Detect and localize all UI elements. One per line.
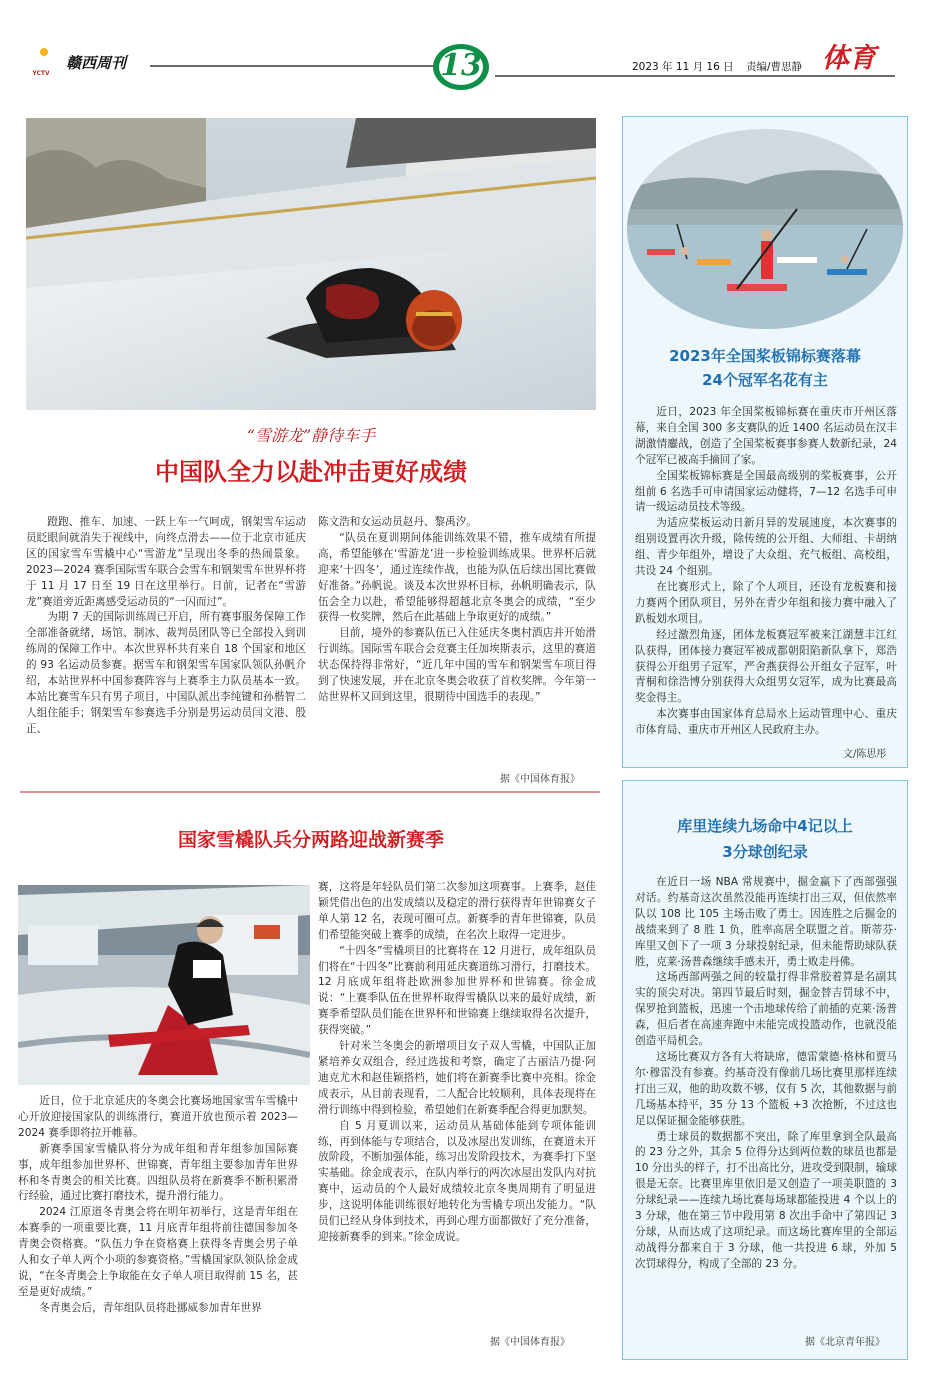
article1-right-column (318, 515, 596, 777)
sidebar1-byline: 文/陈思彤 (843, 749, 887, 760)
article2-left-column (18, 1094, 298, 1358)
sidebar1-paragraph: 经过激烈角逐，团体龙板赛冠军被来江湖慧丰江红队获得，团体接力赛冠军被成都朝阳陷新队拿下，郑浩获得公开组男子冠军，严舍燕获得公开组女子冠军，叶青桐和徐浩博分别获得大众组男女冠军，成为比赛最高奖金得主。 (635, 628, 897, 705)
sidebar2-source: 据《北京青年报》 (805, 1337, 885, 1348)
sidebar-curry (622, 780, 908, 1360)
logo-text: YCTV (32, 70, 50, 77)
sidebar1-title-line2: 24个冠军名花有主 (702, 371, 828, 389)
sidebar1-paragraph: 为适应桨板运动日新月异的发展速度，本次赛事的组别设置再次升级，除传统的公开组、大师组、卡胡纳组、青少年组外，增设了大众组、充气板组、高校组，共设 24 个组别。 (635, 517, 897, 578)
article-divider (20, 790, 600, 794)
section-name: 体育 (822, 43, 876, 74)
page-number: 13 (440, 48, 482, 83)
article2-paragraph: 赛，这将是年轻队员们第二次参加这项赛事。上赛季，赵佳颖凭借出色的出发成绩以及稳定的滑行获得青年世锦赛女子单人第 12 名，表现可圈可点。新赛季的青年世锦赛，队员们希望能突破上赛季的成绩，在名次上取得一定进步。 (318, 881, 596, 941)
page-number-badge (430, 40, 492, 92)
sun-logo-icon (28, 44, 54, 66)
sidebar-paddleboard (622, 116, 908, 768)
sidebar1-paragraph: 近日，2023 年全国桨板锦标赛在重庆市开州区落幕，来自全国 300 多支赛队的近 1400 名运动员在汉丰湖激情鏖战，创造了全国桨板赛事参赛人数新纪录，24 个冠军已被高手摘回了家。 (635, 406, 897, 466)
article1-paragraph: 目前，境外的参赛队伍已入住延庆冬奥村酒店并开始滑行训练。国际雪车联合会竞赛主任加埃斯表示，这里的赛道状态保持得非常好，“近几年中国的雪车和钢架雪车项目得到了快速发展，并在北京冬奥会收获了首枚奖牌。今年第一站世界杯又回到这里，很期待中国选手的表现。” (318, 627, 596, 703)
article1-paragraph: 蹬跑、推车、加速、一跃上车一气呵成，钢架雪车运动员眨眼间就消失于视线中，向终点滑去——位于北京市延庆区的国家雪车雪橇中心“雪游龙”呈现出冬季的热闹景象。2023—2024 赛季国际雪车联合会雪车和钢架雪车世界杯将于 11 月 17 日至 19 日在这里举行。日前，记者在“雪游龙”赛道旁近距离感受运动员的“一闪而过”。 (26, 516, 306, 608)
sidebar1-paragraph: 全国桨板锦标赛是全国最高级别的桨板赛事，公开组前 6 名选手可申请国家运动健将，7—12 名选手可申请一级运动员技术等级。 (635, 469, 897, 514)
article2-source: 据《中国体育报》 (490, 1337, 570, 1348)
article1-subtitle: “雪游龙”静待车手 (246, 426, 376, 445)
sidebar2-paragraph: 这场比赛双方各有大将缺席，德雷蒙德·格林和贾马尔·穆雷没有参赛。约基奇没有像前几场比赛里那样连续打出三双，他的助攻数不够，仅有 5 次，其他数据与前几场基本持平，35 分 13 个篮板 +3 次抢断，不过这也足以保证掘金能够获胜。 (635, 1050, 897, 1127)
article2-paragraph: 新赛季国家雪橇队将分为成年组和青年组参加国际赛事，成年组参加世界杯、世锦赛，青年组主要参加青年世界杯和冬青奥会的相关比赛。四组队员将在新赛季不断积累滑行经验，通过比赛打磨技术，提升滑行能力。 (18, 1142, 298, 1203)
article1-title: 中国队全力以赴冲击更好成绩 (155, 458, 467, 486)
sidebar2-paragraph: 勇士球员的数据都不突出，除了库里拿到全队最高的 23 分之外，其余 5 位得分达到两位数的球员也都是 10 分出头的样子，打不出高比分，进攻受到限制，输球很是无奈。比赛里库里依旧是又创造了一项美职篮的 3 分球纪录——连续九场比赛每场球都能投进 4 个以上的 3 分球，他在第三节中段用第 8 次出手命中了第四记 3 分球，从而达成了这项纪录。而这场比赛库里的全部运动战得分都来自于 3 分球，他一共投进 6 球，外加 5 次罚球得分，构成了全部的 23 分。 (635, 1130, 897, 1270)
sidebar2-paragraph: 这场西部两强之间的较量打得非常胶着算是名副其实的顶尖对决。第四节最后时刻，掘金替吉罚球不中，保罗抢到篮板，迅速一个击地球传给了前插的克莱·汤普森，但后者在高速奔跑中未能完成投篮动作，也就没能创造平局机会。 (635, 971, 897, 1048)
sidebar1-paragraph: 本次赛事由国家体育总局水上运动管理中心、重庆市体育局、重庆市开州区人民政府主办。 (635, 708, 897, 737)
paddleboard-photo (627, 129, 903, 329)
sidebar1-paragraph: 在比赛形式上，除了个人项目，还设有龙板赛和接力赛两个团队项目，另外在青少年组和接力赛中融入了趴板划水项目。 (635, 580, 897, 625)
article1-paragraph: 陈文浩和女运动员赵丹、黎禹汐。 (318, 516, 477, 528)
issue-date: 2023 年 11 月 16 日 (632, 61, 734, 73)
article2-paragraph: 近日，位于北京延庆的冬奥会比赛场地国家雪车雪橇中心开放迎接国家队的训练滑行，赛道开放也预示着 2023—2024 赛季即将拉开帷幕。 (18, 1095, 298, 1139)
sidebar2-paragraph: 在近日一场 NBA 常规赛中，掘金赢下了西部强强对话。约基奇这次虽然没能再连续打出三双，但依然率队以 108 比 105 主场击败了勇士。因连胜之后掘金的战绩来到了 8 胜 1 负，胜率高居全联盟之首。斯蒂芬·库里又创下了一项 3 分球投射纪录，但未能帮助球队获胜，克莱·汤普森继续手感未开，勇士败走丹佛。 (635, 876, 897, 968)
header-rule (150, 64, 440, 68)
sidebar2-title-line2: 3分球创纪录 (722, 843, 808, 861)
skeleton-photo (26, 118, 596, 410)
skeleton-athlete-image (26, 118, 596, 410)
sidebar1-title-line1: 2023年全国桨板锦标赛落幕 (669, 347, 861, 365)
article2-paragraph: 针对米兰冬奥会的新增项目女子双人雪橇，中国队正加紧培养女双组合，经过选拔和考察，确定了古丽洁乃提·阿迪克尤木和赵佳颖搭档，她们将在新赛季比赛中亮相。徐金成表示，从目前表现看，二人配合比较顺利，具体表现将在滑行训练中得到检验，希望她们在新赛季配合得更加默契。 (318, 1040, 596, 1116)
luge-athlete-image (18, 885, 310, 1085)
article2-title: 国家雪橇队兵分两路迎战新赛季 (177, 829, 444, 851)
article2-right-column (318, 880, 596, 1325)
article1-source: 据《中国体育报》 (500, 774, 580, 785)
article1-left-column (26, 515, 306, 777)
sidebar2-body (635, 875, 897, 1325)
article2-paragraph: 自 5 月夏训以来，运动员从基础体能到专项体能训练，再到体能与专项结合，以及冰屋出发训练，在赛道未开放阶段，不断加强体能，练习出发阶段技术，为赛季打下坚实基础。徐金成表示，在队内举行的两次冰屋出发队内对抗赛中，运动员的个人最好成绩较北京冬奥周期有了明显进步，这说明体能训练很好地转化为雪橇专项出发能力。“队员们已经从身体到技术，再到心理方面都做好了充分准备，迎接新赛季的到来。”徐金成说。 (318, 1119, 596, 1243)
article1-paragraph: 为期 7 天的国际训练周已开启，所有赛事服务保障工作全部准备就绪，场馆、制冰、裁判员团队等已全部投入到训练周的保障工作中。本次世界杯共有来自 18 个国家和地区的 93 名运动员参赛。据雪车和钢架雪车国家队领队孙帆介绍，本站世界杯中国参赛阵容与上赛季主力队员基本一致。本站比赛雪车只有男子项目，中国队派出李纯键和孙楷智二人组住能手；钢架雪车参赛选手分别是男运动员闫文港、殷正、 (26, 611, 306, 735)
paper-name: 赣西周刊 (66, 54, 127, 72)
sidebar2-title-line1: 库里连续九场命中4记以上 (677, 817, 853, 835)
article2-paragraph: “十四冬”雪橇项目的比赛将在 12 月进行，成年组队员们将在“十四冬”比赛前利用延庆赛道练习滑行，打磨技术。12 月底成年组将赴欧洲参加世界杯和世锦赛。徐金成说：“上赛季队伍在世界杯取得雪橇队以来的最好成绩，新赛季希望队员们能在世界杯和世锦赛上继续取得名次提升，获得突破。” (318, 944, 596, 1037)
sidebar1-body (635, 405, 897, 745)
editor-credit: 责编/曹思静 (746, 61, 803, 73)
article2-paragraph: 2024 江原道冬青奥会将在明年初举行，这是青年组在本赛季的一项重要比赛，11 月底青年组将前往德国参加冬青奥会资格赛。“队伍力争在资格赛上获得冬青奥会男子单人和女子单人两个小项的参赛资格。”雪橇国家队领队徐金成说，“在冬青奥会上争取能在女子单人项目取得前 15 名，甚至是更好成绩。” (18, 1206, 298, 1298)
paddleboard-race-image (627, 129, 903, 329)
article1-paragraph: “队员在夏训期间体能训练效果不错，推车成绩有所提高，希望能够在‘雪游龙’进一步检验训练成果。世界杯后就迎来‘十四冬’，通过连续作战，也能为队伍后续出国比赛做好准备。”孙帆说。谈及本次世界杯目标，孙帆明确表示，队伍会全力以赴，希望能够得超越北京冬奥会的成绩，“至少获得一枚奖牌，然后在此基础上争取更好的成绩。” (318, 531, 596, 624)
tv-logo (28, 44, 54, 77)
page-header (0, 0, 925, 104)
luge-photo (18, 885, 310, 1085)
article2-paragraph: 冬青奥会后，青年组队员将赴挪威参加青年世界 (39, 1301, 262, 1314)
